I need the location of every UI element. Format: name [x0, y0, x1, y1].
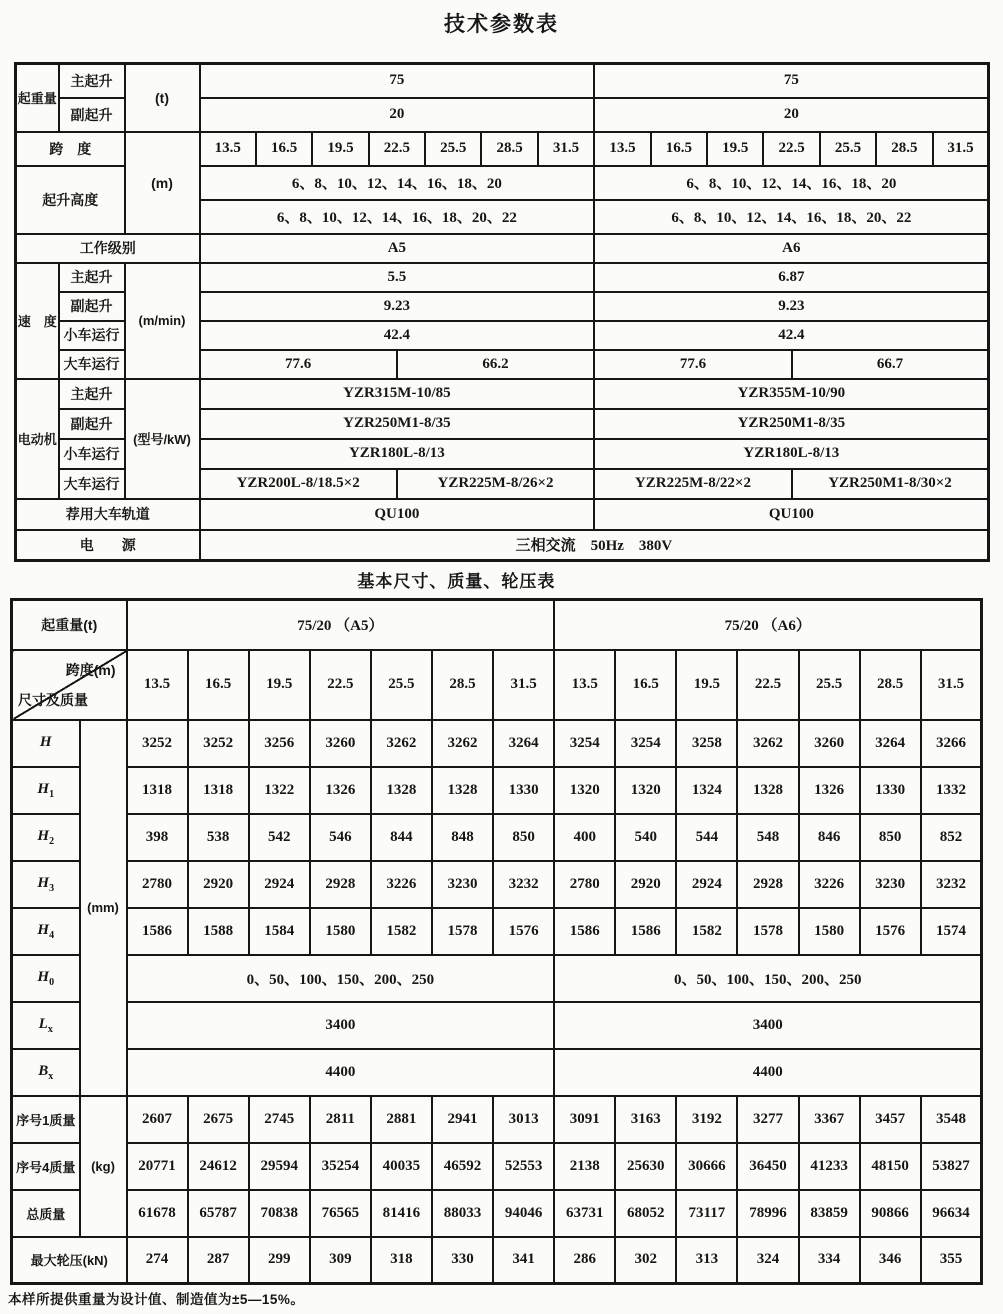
value-cell: 546	[310, 814, 371, 861]
row-speed-main	[16, 263, 989, 292]
label-lifting-capacity: 起重量	[16, 64, 59, 132]
value-cell: 3262	[737, 720, 798, 767]
row-H0	[12, 955, 982, 1002]
label-main-hoist: 主起升	[59, 263, 125, 292]
value-cell: 3232	[493, 861, 554, 908]
row-power	[16, 530, 989, 561]
value-cell: 3230	[860, 861, 921, 908]
value-cell: 1320	[615, 767, 676, 814]
value-cell: 3260	[799, 720, 860, 767]
label-main-hoist: 主起升	[59, 379, 125, 409]
value-cell: 1322	[249, 767, 310, 814]
label-bridge-travel: 大车运行	[59, 469, 125, 499]
row-H4	[12, 908, 982, 955]
value-cell: 36450	[737, 1143, 798, 1190]
span-cell: 19.5	[312, 132, 368, 166]
value-cell: 2780	[127, 861, 188, 908]
span-cell: 28.5	[481, 132, 537, 166]
row-label-Bx: $B_x$	[12, 1049, 80, 1096]
value-cell: 35254	[310, 1143, 371, 1190]
value-cell: 318	[371, 1237, 432, 1284]
value-cell: 41233	[799, 1143, 860, 1190]
value-cell: 846	[799, 814, 860, 861]
span-cell: 25.5	[371, 650, 432, 720]
value-cell: 3226	[371, 861, 432, 908]
value-cell: 2920	[188, 861, 249, 908]
span-cell: 28.5	[860, 650, 921, 720]
unit-kg: (kg)	[80, 1096, 127, 1237]
span-cell: 16.5	[256, 132, 312, 166]
label-duty-class: 工作级别	[16, 234, 200, 263]
value-cell: 1582	[371, 908, 432, 955]
value-cell: 3367	[799, 1096, 860, 1143]
value-cell: YZR200L-8/18.5×2	[200, 469, 397, 499]
value-cell: 3400	[554, 1002, 982, 1049]
diagonal-header-cell	[12, 650, 127, 720]
value-cell: 313	[676, 1237, 737, 1284]
value-cell: 3266	[921, 720, 982, 767]
span-cell: 16.5	[188, 650, 249, 720]
value-cell: 1588	[188, 908, 249, 955]
value-cell: 77.6	[594, 350, 791, 379]
value-cell: 20771	[127, 1143, 188, 1190]
label-span: 跨 度	[16, 132, 125, 166]
value-cell: 90866	[860, 1190, 921, 1237]
value-cell: 1578	[432, 908, 493, 955]
value-cell: YZR250M1-8/35	[200, 409, 595, 439]
value-cell: 2607	[127, 1096, 188, 1143]
row-label-H0: $H_0$	[12, 955, 80, 1002]
label-main-hoist: 主起升	[59, 64, 125, 98]
value-cell: 1578	[737, 908, 798, 955]
span-cell: 13.5	[127, 650, 188, 720]
value-cell: 76565	[310, 1190, 371, 1237]
value-cell: YZR180L-8/13	[594, 439, 989, 469]
value-cell: 3260	[310, 720, 371, 767]
value-cell: A6	[594, 234, 989, 263]
value-cell: 2811	[310, 1096, 371, 1143]
value-cell: 1586	[127, 908, 188, 955]
value-cell: 542	[249, 814, 310, 861]
value-cell: 63731	[554, 1190, 615, 1237]
value-cell: 68052	[615, 1190, 676, 1237]
value-cell: 2920	[615, 861, 676, 908]
value-cell: 73117	[676, 1190, 737, 1237]
value-cell: 2881	[371, 1096, 432, 1143]
value-cell: 2928	[737, 861, 798, 908]
value-cell: 852	[921, 814, 982, 861]
value-cell: 1586	[554, 908, 615, 955]
value-cell: 850	[493, 814, 554, 861]
value-cell: 6、8、10、12、14、16、18、20、22	[200, 200, 595, 234]
value-cell: 75	[200, 64, 595, 98]
value-cell: 70838	[249, 1190, 310, 1237]
value-cell: 844	[371, 814, 432, 861]
span-cell: 22.5	[369, 132, 425, 166]
value-cell: 2745	[249, 1096, 310, 1143]
span-cell: 22.5	[310, 650, 371, 720]
value-cell: 1320	[554, 767, 615, 814]
value-cell: 5.5	[200, 263, 595, 292]
value-cell: 96634	[921, 1190, 982, 1237]
label-aux-hoist: 副起升	[59, 409, 125, 439]
value-cell: 1330	[493, 767, 554, 814]
row-span-header	[12, 650, 982, 720]
row-label-total-mass: 总质量	[12, 1190, 80, 1237]
value-cell: 46592	[432, 1143, 493, 1190]
row-H	[12, 720, 982, 767]
row-label-Lx: $L_x$	[12, 1002, 80, 1049]
value-cell: 3277	[737, 1096, 798, 1143]
dimensions-mass-wheel-table	[10, 598, 983, 1285]
value-cell: 1326	[799, 767, 860, 814]
row-label-H1: $H_1$	[12, 767, 80, 814]
label-speed: 速 度	[16, 263, 59, 379]
row-motor-main	[16, 379, 989, 409]
row-rail	[16, 499, 989, 530]
value-cell: 52553	[493, 1143, 554, 1190]
row-total-mass	[12, 1190, 982, 1237]
value-cell: 346	[860, 1237, 921, 1284]
value-cell: 20	[200, 98, 595, 132]
value-cell: 6、8、10、12、14、16、18、20	[594, 166, 989, 200]
row-capacity-main	[16, 64, 989, 98]
span-cell: 31.5	[493, 650, 554, 720]
footnote: 本样所提供重量为设计值、制造值为±5—15%。	[8, 1292, 305, 1307]
value-cell: 3400	[127, 1002, 555, 1049]
value-cell: 1574	[921, 908, 982, 955]
label-capacity-t: 起重量(t)	[12, 600, 127, 650]
value-cell: 24612	[188, 1143, 249, 1190]
value-cell: 3192	[676, 1096, 737, 1143]
label-recommended-rail: 荐用大车轨道	[16, 499, 200, 530]
row-label-H: H	[12, 720, 80, 767]
value-cell: 83859	[799, 1190, 860, 1237]
page-title: 技术参数表	[444, 13, 559, 36]
value-cell: 3226	[799, 861, 860, 908]
value-cell: 42.4	[594, 321, 989, 350]
value-cell: YZR355M-10/90	[594, 379, 989, 409]
value-cell: 42.4	[200, 321, 595, 350]
span-cell: 31.5	[933, 132, 989, 166]
row-H3	[12, 861, 982, 908]
value-cell: 48150	[860, 1143, 921, 1190]
value-cell: 0、50、100、150、200、250	[127, 955, 555, 1002]
label-aux-hoist: 副起升	[59, 98, 125, 132]
group-header-a6: 75/20 （A6）	[554, 600, 982, 650]
row-label-H2: $H_2$	[12, 814, 80, 861]
value-cell: 1318	[127, 767, 188, 814]
value-cell: 538	[188, 814, 249, 861]
value-cell: 355	[921, 1237, 982, 1284]
value-cell: 1328	[371, 767, 432, 814]
value-cell: 330	[432, 1237, 493, 1284]
value-cell: 2675	[188, 1096, 249, 1143]
value-cell: 341	[493, 1237, 554, 1284]
value-cell: 81416	[371, 1190, 432, 1237]
value-cell: 三相交流 50Hz 380V	[200, 530, 989, 561]
value-cell: 1332	[921, 767, 982, 814]
value-cell: 6、8、10、12、14、16、18、20、22	[594, 200, 989, 234]
value-cell: 3013	[493, 1096, 554, 1143]
row-span	[16, 132, 989, 166]
value-cell: 2928	[310, 861, 371, 908]
value-cell: 848	[432, 814, 493, 861]
label-lifting-height: 起升高度	[16, 166, 125, 234]
value-cell: 94046	[493, 1190, 554, 1237]
value-cell: 324	[737, 1237, 798, 1284]
label-trolley-travel: 小车运行	[59, 321, 125, 350]
value-cell: YZR250M1-8/35	[594, 409, 989, 439]
value-cell: 3091	[554, 1096, 615, 1143]
value-cell: 302	[615, 1237, 676, 1284]
value-cell: 1576	[860, 908, 921, 955]
span-cell: 19.5	[676, 650, 737, 720]
value-cell: 29594	[249, 1143, 310, 1190]
span-cell: 31.5	[538, 132, 595, 166]
unit-model-kw: (型号/kW)	[125, 379, 200, 499]
value-cell: 3264	[493, 720, 554, 767]
row-label-mass-item1: 序号1质量	[12, 1096, 80, 1143]
value-cell: 400	[554, 814, 615, 861]
value-cell: 77.6	[200, 350, 397, 379]
value-cell: 2138	[554, 1143, 615, 1190]
value-cell: 1582	[676, 908, 737, 955]
value-cell: 3252	[188, 720, 249, 767]
label-dims-and-mass: 尺寸及质量	[18, 691, 88, 708]
value-cell: YZR180L-8/13	[200, 439, 595, 469]
row-Bx	[12, 1049, 982, 1096]
dims-table-title: 基本尺寸、质量、轮压表	[357, 572, 556, 591]
span-cell: 28.5	[432, 650, 493, 720]
value-cell: 3252	[127, 720, 188, 767]
value-cell: 540	[615, 814, 676, 861]
value-cell: 548	[737, 814, 798, 861]
value-cell: 88033	[432, 1190, 493, 1237]
label-power-supply: 电 源	[16, 530, 200, 561]
span-cell: 16.5	[615, 650, 676, 720]
value-cell: 40035	[371, 1143, 432, 1190]
unit-m-min: (m/min)	[125, 263, 200, 379]
value-cell: 3254	[615, 720, 676, 767]
value-cell: 6.87	[594, 263, 989, 292]
value-cell: 66.2	[397, 350, 594, 379]
value-cell: 1586	[615, 908, 676, 955]
value-cell: 3254	[554, 720, 615, 767]
value-cell: 544	[676, 814, 737, 861]
value-cell: 2924	[676, 861, 737, 908]
row-label-H3: $H_3$	[12, 861, 80, 908]
row-mass-item1	[12, 1096, 982, 1143]
group-header-a5: 75/20 （A5）	[127, 600, 555, 650]
value-cell: 274	[127, 1237, 188, 1284]
value-cell: 78996	[737, 1190, 798, 1237]
value-cell: 1324	[676, 767, 737, 814]
value-cell: 3232	[921, 861, 982, 908]
value-cell: 3230	[432, 861, 493, 908]
value-cell: 1584	[249, 908, 310, 955]
row-max-wheel-load	[12, 1237, 982, 1284]
row-label-H4: $H_4$	[12, 908, 80, 955]
value-cell: YZR250M1-8/30×2	[792, 469, 989, 499]
span-cell: 19.5	[707, 132, 763, 166]
value-cell: 1328	[737, 767, 798, 814]
span-cell: 22.5	[763, 132, 819, 166]
span-cell: 22.5	[737, 650, 798, 720]
label-span-m: 跨度(m)	[65, 661, 116, 678]
value-cell: 3258	[676, 720, 737, 767]
value-cell: 1580	[310, 908, 371, 955]
value-cell: 61678	[127, 1190, 188, 1237]
value-cell: 9.23	[594, 292, 989, 321]
value-cell: 4400	[554, 1049, 982, 1096]
unit-mm: (mm)	[80, 720, 127, 1096]
row-mass-item4	[12, 1143, 982, 1190]
span-cell: 19.5	[249, 650, 310, 720]
span-cell: 13.5	[200, 132, 256, 166]
value-cell: 334	[799, 1237, 860, 1284]
span-cell: 25.5	[425, 132, 481, 166]
value-cell: 3256	[249, 720, 310, 767]
row-duty-class	[16, 234, 989, 263]
value-cell: 3262	[371, 720, 432, 767]
span-cell: 13.5	[594, 132, 650, 166]
value-cell: YZR315M-10/85	[200, 379, 595, 409]
value-cell: YZR225M-8/26×2	[397, 469, 594, 499]
value-cell: A5	[200, 234, 595, 263]
value-cell: 3264	[860, 720, 921, 767]
row-capacity-header	[12, 600, 982, 650]
row-H1	[12, 767, 982, 814]
value-cell: 66.7	[792, 350, 989, 379]
value-cell: 30666	[676, 1143, 737, 1190]
value-cell: 3262	[432, 720, 493, 767]
value-cell: 1580	[799, 908, 860, 955]
value-cell: 3457	[860, 1096, 921, 1143]
value-cell: 1326	[310, 767, 371, 814]
value-cell: 299	[249, 1237, 310, 1284]
span-cell: 25.5	[820, 132, 876, 166]
value-cell: YZR225M-8/22×2	[594, 469, 791, 499]
value-cell: 2924	[249, 861, 310, 908]
value-cell: 6、8、10、12、14、16、18、20	[200, 166, 595, 200]
value-cell: 0、50、100、150、200、250	[554, 955, 982, 1002]
value-cell: 25630	[615, 1143, 676, 1190]
row-label-max-wheel-load: 最大轮压(kN)	[12, 1237, 127, 1284]
value-cell: 20	[594, 98, 989, 132]
span-cell: 28.5	[876, 132, 932, 166]
span-cell: 31.5	[921, 650, 982, 720]
label-motor: 电动机	[16, 379, 59, 499]
value-cell: 65787	[188, 1190, 249, 1237]
value-cell: 2780	[554, 861, 615, 908]
value-cell: 850	[860, 814, 921, 861]
value-cell: 4400	[127, 1049, 555, 1096]
value-cell: 309	[310, 1237, 371, 1284]
value-cell: 3548	[921, 1096, 982, 1143]
value-cell: 398	[127, 814, 188, 861]
span-cell: 13.5	[554, 650, 615, 720]
row-H2	[12, 814, 982, 861]
label-aux-hoist: 副起升	[59, 292, 125, 321]
span-cell: 25.5	[799, 650, 860, 720]
value-cell: 9.23	[200, 292, 595, 321]
value-cell: 1576	[493, 908, 554, 955]
value-cell: 1328	[432, 767, 493, 814]
value-cell: 2941	[432, 1096, 493, 1143]
value-cell: 286	[554, 1237, 615, 1284]
label-bridge-travel: 大车运行	[59, 350, 125, 379]
value-cell: 75	[594, 64, 989, 98]
label-trolley-travel: 小车运行	[59, 439, 125, 469]
value-cell: QU100	[200, 499, 595, 530]
row-label-mass-item4: 序号4质量	[12, 1143, 80, 1190]
value-cell: 3163	[615, 1096, 676, 1143]
row-Lx	[12, 1002, 982, 1049]
value-cell: 287	[188, 1237, 249, 1284]
tech-params-table	[14, 62, 990, 562]
value-cell: 1318	[188, 767, 249, 814]
value-cell: 1330	[860, 767, 921, 814]
unit-t: (t)	[125, 64, 200, 132]
value-cell: QU100	[594, 499, 989, 530]
unit-m: (m)	[125, 132, 200, 234]
span-cell: 16.5	[651, 132, 707, 166]
value-cell: 53827	[921, 1143, 982, 1190]
